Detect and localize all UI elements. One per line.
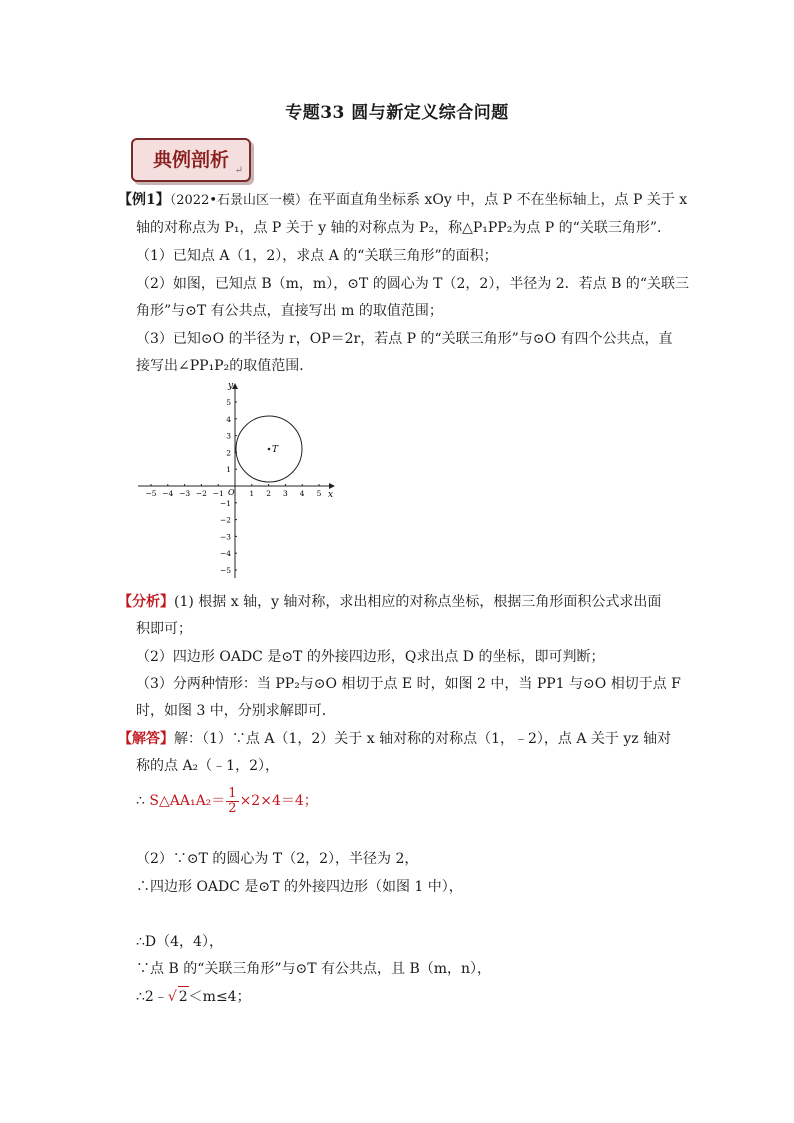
fraction-numerator: 1 <box>228 785 237 801</box>
y-axis-label: y <box>228 381 234 391</box>
x-tick-label: 1 <box>249 489 255 498</box>
y-tick-label: −5 <box>219 566 231 575</box>
center-point <box>268 448 271 451</box>
solution-line-3 <box>136 786 318 816</box>
solution-line-6: ∴D（4，4）， <box>136 934 223 950</box>
page-title: 专题33 圆与新定义综合问题 <box>285 103 509 123</box>
question-1: （1）已知点 A（1，2），求点 A 的“关联三角形”的面积； <box>136 248 498 264</box>
analysis-line-1 <box>118 592 661 612</box>
question-2-b: 角形”与⊙T 有公共点，直接写出 m 的取值范围； <box>136 303 443 319</box>
x-tick-label: 4 <box>299 489 305 498</box>
solution-line-2: 称的点 A₂（﹣1，2）， <box>136 758 279 774</box>
y-tick-label: 1 <box>226 465 231 475</box>
x-tick-label: −1 <box>212 489 224 498</box>
solution-line-5: ∴四边形 OADC 是⊙T 的外接四边形（如图 1 中）， <box>136 879 463 895</box>
question-3-a: （3）已知⊙O 的半径为 r，OP＝2r，若点 P 的“关联三角形”与⊙O 有四个公共点，直 <box>136 331 673 347</box>
section-badge-label: 典例剖析 <box>152 149 229 171</box>
analysis-line-3: （2）四边形 OADC 是⊙T 的外接四边形，Q求出点 D 的坐标，即可判断； <box>136 649 605 665</box>
area-result: ×2×4＝4； <box>239 793 318 809</box>
center-label: T <box>272 445 279 455</box>
therefore-symbol: ∴ <box>136 793 145 809</box>
analysis-text-1: (1) 根据 x 轴，y 轴对称，求出相应的对称点坐标，根据三角形面积公式求出面 <box>174 594 662 610</box>
example-line-2: 轴的对称点为 P₁，点 P 关于 y 轴的对称点为 P₂，称△P₁PP₂为点 P 的“关联三角形”． <box>136 220 671 236</box>
analysis-line-4: （3）分两种情形：当 PP₂与⊙O 相切于点 E 时，如图 2 中，当 PP1 与⊙O 相切于点 F <box>136 676 681 692</box>
y-tick-label: −3 <box>219 532 231 542</box>
y-tick-label: 3 <box>226 431 231 441</box>
x-axis-label: x <box>328 490 334 500</box>
y-tick-label: 4 <box>226 414 231 424</box>
fraction-denominator: 2 <box>228 800 237 816</box>
x-tick-label: −3 <box>179 489 191 498</box>
question-2-a: （2）如图，已知点 B（m，m），⊙T 的圆心为 T（2，2），半径为 2．若点 B 的“关联三 <box>136 276 690 292</box>
y-tick-label: 2 <box>226 448 231 458</box>
analysis-line-2: 积即可； <box>136 621 192 637</box>
x-tick-label: 5 <box>316 489 322 498</box>
section-badge <box>131 138 251 182</box>
x-tick-label: 2 <box>266 489 271 498</box>
y-tick-label: −1 <box>219 498 231 508</box>
sqrt-value: 2 <box>178 986 189 1007</box>
solution-tag: 【解答】 <box>118 731 174 747</box>
solution-line-7: ∵点 B 的“关联三角形”与⊙T 有公共点，且 B（m，n）， <box>136 961 492 977</box>
y-tick-label: 5 <box>226 398 231 407</box>
analysis-line-5: 时，如图 3 中，分别求解即可． <box>136 703 336 719</box>
question-3-b: 接写出∠PP₁P₂的取值范围． <box>136 358 314 374</box>
area-expression: S△AA₁A₂＝ <box>149 793 226 809</box>
solution-text-1: 解：（1）∵点 A（1，2）关于 x 轴对称的对称点（1，﹣2），点 A 关于 yz 轴对 <box>174 731 672 747</box>
x-tick-label: 3 <box>283 489 288 498</box>
solution-line-4: （2）∵⊙T 的圆心为 T（2，2），半径为 2， <box>136 851 419 867</box>
range-prefix: ∴2﹣ <box>136 989 168 1005</box>
example-tag: 【例1】 <box>118 192 170 208</box>
x-tick-label: −2 <box>195 489 207 498</box>
example-source: （2022•石景山区一模） <box>169 193 309 208</box>
x-tick-label: −5 <box>145 489 157 498</box>
y-tick-label: −2 <box>219 515 231 525</box>
solution-line-8: ∴2﹣√ 2＜m≤4； <box>136 986 251 1007</box>
analysis-tag: 【分析】 <box>118 594 174 610</box>
x-tick-label: −4 <box>162 489 174 498</box>
solution-line-1 <box>118 729 671 749</box>
y-tick-label: −4 <box>219 549 231 559</box>
fraction-one-half <box>226 787 238 816</box>
example-text-1: 在平面直角坐标系 xOy 中，点 P 不在坐标轴上，点 P 关于 x <box>308 192 688 208</box>
coordinate-figure <box>130 378 350 583</box>
example-line-1 <box>118 190 687 211</box>
origin-label: O <box>228 488 235 497</box>
return-mark-icon: ↵ <box>234 165 243 176</box>
range-rest: ＜m≤4； <box>188 989 251 1005</box>
